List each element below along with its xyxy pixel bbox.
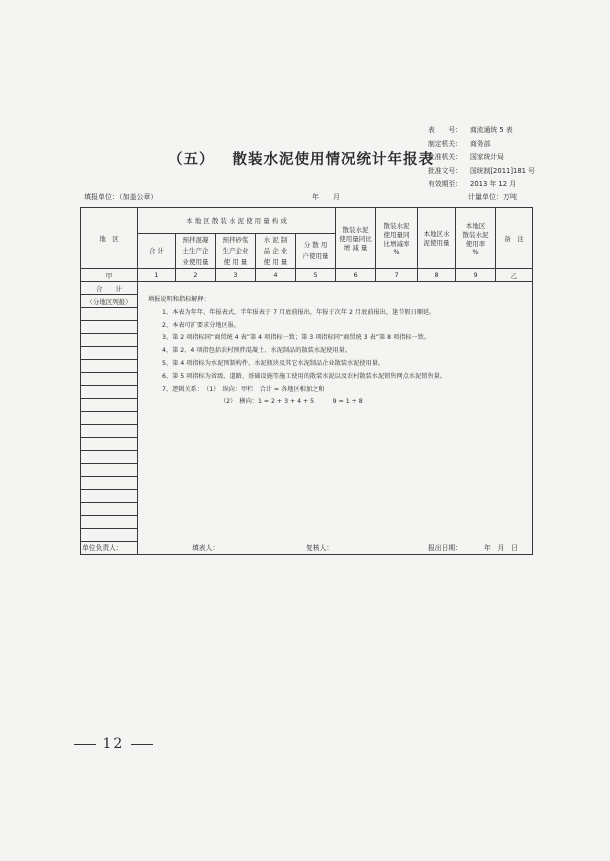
note-item: （2） 横向：1 = 2 + 3 + 4 + 5 9 = 1 ÷ 8 xyxy=(220,398,363,406)
header-dispersed-users: 分 散 用 户使用量 xyxy=(296,234,336,269)
report-period: 年 月 xyxy=(312,193,340,201)
statistics-table xyxy=(80,207,533,555)
page-number-dash xyxy=(74,744,96,745)
filler-unit-label: 填报单位：（加盖公章） xyxy=(84,193,158,201)
signature-head: 单位负责人： xyxy=(82,544,123,552)
page-number-dash xyxy=(131,744,153,745)
header-cement-products: 水 泥 制 品 企 业 使 用 量 xyxy=(256,234,296,269)
header-yoy-rate: 散装水泥 使用量同 比增减率 % xyxy=(376,208,418,269)
notes-heading: 填报说明和指标解释： xyxy=(148,296,210,303)
note-item: 4、第 2、4 项指包括农村预拌混凝土、水泥制品的散装水泥使用量。 xyxy=(162,347,351,355)
header-remark: 备 注 xyxy=(496,208,533,269)
page-number: 12 xyxy=(74,736,153,752)
filling-instructions xyxy=(138,282,533,555)
note-item: 6、第 5 项指标为省级、道路、基础设施等施工使用的散装水泥以及农村散装水泥销售网点水泥销售量。 xyxy=(162,372,447,380)
meta-row: 制定机关： 商务部 xyxy=(428,139,491,148)
table-row xyxy=(81,282,533,295)
meta-row: 批准机关： 国家统计局 xyxy=(428,153,504,161)
note-item: 2、本表可扩要求分地区报。 xyxy=(162,321,241,329)
header-total: 合 计 xyxy=(138,234,176,269)
column-index-row: 甲 1 2 3 4 5 6 7 8 9 乙 xyxy=(81,269,533,282)
meta-row: 有效期至： 2013 年 12 月 xyxy=(428,180,517,188)
header-ready-mix-concrete: 预拌混凝 土生产企 业使用量 xyxy=(176,234,216,269)
note-item: 1、本表为年年、年报表式，半年报表于 7 月底前报出，年报于次年 2 月底前报出，逢节假日顺延。 xyxy=(162,308,436,316)
form-metadata xyxy=(428,124,535,192)
header-region: 地 区 xyxy=(81,208,138,269)
signature-filler: 填表人： xyxy=(192,544,220,552)
signature-reviewer: 复核人： xyxy=(306,544,334,552)
report-date-value: 年 月 日 xyxy=(484,544,518,552)
header-yoy-change: 散装水泥 使用量同比 增 减 量 xyxy=(336,208,376,269)
report-date-label: 报出日期： xyxy=(428,544,462,552)
header-usage-composition: 本 地 区 散 装 水 泥 使 用 量 构 成 xyxy=(138,208,336,234)
row-list-label: （分地区列报） xyxy=(81,295,138,308)
report-title xyxy=(168,148,434,169)
measurement-unit: 计量单位：万吨 xyxy=(468,193,517,201)
note-item: 5、第 4 项指标为水泥预制构件、水泥瓶块及其它水泥制品企业散装水泥使用量。 xyxy=(162,359,385,367)
title-number: （五） xyxy=(168,152,215,168)
row-total-label: 合 计 xyxy=(81,282,138,295)
note-item: 7、逻辑关系： （1） 纵向：甲栏 合计 = 各地区相加之和 xyxy=(162,385,325,393)
meta-row: 表 号： 商流通统 5 表 xyxy=(428,126,513,134)
header-row-1 xyxy=(81,208,533,234)
header-local-cement-usage: 本地区水 泥使用量 xyxy=(418,208,456,269)
note-item: 3、第 2 项指标同“商贸统 4 表”第 4 项指标一致；第 3 项指标同“商贸统 3 表”第 8 项指标一致。 xyxy=(162,334,431,342)
meta-row: 批准文号： 国统制[2011]181 号 xyxy=(428,166,535,175)
header-bulk-usage-rate: 本地区 散装水泥 使用率 % xyxy=(456,208,496,269)
header-ready-mix-mortar: 预拌砂浆 生产企业 使 用 量 xyxy=(216,234,256,269)
title-text: 散装水泥使用情况统计年报表 xyxy=(232,152,434,168)
